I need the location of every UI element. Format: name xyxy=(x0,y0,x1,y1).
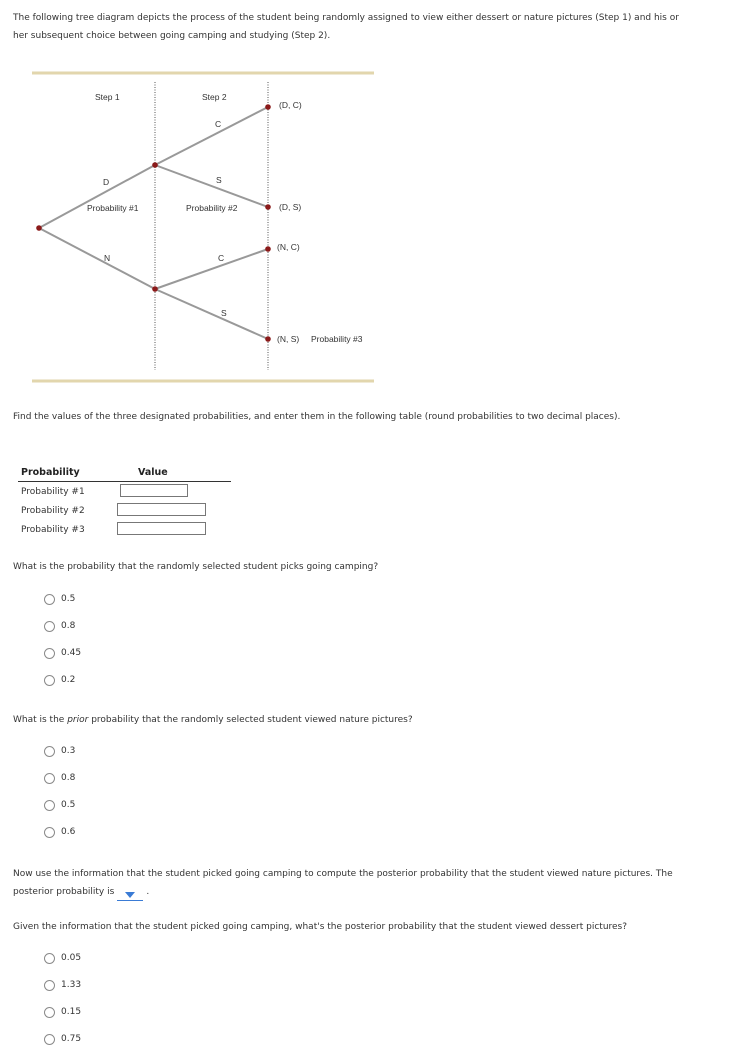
radio-button[interactable] xyxy=(44,953,55,964)
q4-option-3-label: 0.15 xyxy=(61,1007,82,1017)
table-row xyxy=(18,520,231,539)
probability-2-input[interactable] xyxy=(117,503,206,516)
q2-option-3[interactable] xyxy=(44,799,75,811)
radio-button[interactable] xyxy=(44,980,55,991)
header-value: Value xyxy=(138,467,168,478)
q3-line-1: Now use the information that the student picked going camping to compute the posterior probability that the student viewed nature pictures. The xyxy=(13,869,673,879)
branch-label-s-bottom: S xyxy=(221,308,227,318)
radio-button[interactable] xyxy=(44,773,55,784)
row-label-2: Probability #2 xyxy=(21,505,85,516)
radio-button[interactable] xyxy=(44,675,55,686)
branch-line-ds xyxy=(155,165,268,207)
q1-option-4-label: 0.2 xyxy=(61,675,76,685)
radio-button[interactable] xyxy=(44,621,55,632)
probability-3-input[interactable] xyxy=(117,522,206,535)
outcome-dc: (D, C) xyxy=(279,100,302,110)
probability-table xyxy=(18,464,231,539)
intro-line-2: her subsequent choice between going camping and studying (Step 2). xyxy=(13,31,331,41)
q3-paragraph xyxy=(13,865,703,901)
table-row xyxy=(18,482,231,502)
tree-diagram xyxy=(0,0,740,400)
q1-option-4[interactable] xyxy=(44,674,75,686)
node-d xyxy=(152,162,158,168)
q1-option-1-label: 0.5 xyxy=(61,594,76,604)
prob1-label: Probability #1 xyxy=(87,203,139,213)
q1-option-3[interactable] xyxy=(44,647,81,659)
q2-option-2[interactable] xyxy=(44,772,75,784)
q2-question xyxy=(13,715,413,725)
q2-option-1[interactable] xyxy=(44,745,75,757)
leaf-node-nc xyxy=(265,246,271,252)
branch-line-dc xyxy=(155,107,268,165)
prob2-label: Probability #2 xyxy=(186,203,238,213)
q1-option-1[interactable] xyxy=(44,593,75,605)
outcome-nc: (N, C) xyxy=(277,242,300,252)
root-node xyxy=(36,225,42,231)
table-row xyxy=(18,501,231,520)
q2-question-prefix: What is the xyxy=(13,715,68,725)
q1-option-3-label: 0.45 xyxy=(61,648,82,658)
radio-button[interactable] xyxy=(44,648,55,659)
leaf-node-ns xyxy=(265,336,271,342)
q3-line-2-suffix: . xyxy=(146,887,150,897)
table-instructions: Find the values of the three designated probabilities, and enter them in the following table (round probabilities to two decimal places). xyxy=(13,412,621,422)
q2-option-2-label: 0.8 xyxy=(61,773,76,783)
row-label-3: Probability #3 xyxy=(21,524,85,535)
leaf-node-dc xyxy=(265,104,271,110)
q4-option-3[interactable] xyxy=(44,1006,81,1018)
radio-button[interactable] xyxy=(44,1007,55,1018)
outcome-ns: (N, S) xyxy=(277,334,300,344)
step2-label: Step 2 xyxy=(202,92,227,102)
posterior-dropdown[interactable] xyxy=(117,891,143,901)
radio-button[interactable] xyxy=(44,827,55,838)
q4-option-2-label: 1.33 xyxy=(61,980,82,990)
q4-option-2[interactable] xyxy=(44,979,81,991)
branch-line-n xyxy=(39,228,155,289)
branch-label-s-top: S xyxy=(216,175,222,185)
q4-option-4-label: 0.75 xyxy=(61,1034,82,1044)
q3-line-2-prefix: posterior probability is xyxy=(13,887,115,897)
step1-label: Step 1 xyxy=(95,92,120,102)
radio-button[interactable] xyxy=(44,800,55,811)
q2-option-4[interactable] xyxy=(44,826,75,838)
q2-option-4-label: 0.6 xyxy=(61,827,76,837)
radio-button[interactable] xyxy=(44,594,55,605)
q2-question-suffix: probability that the randomly selected student viewed nature pictures? xyxy=(88,715,413,725)
radio-button[interactable] xyxy=(44,746,55,757)
radio-button[interactable] xyxy=(44,1034,55,1045)
row-label-1: Probability #1 xyxy=(21,486,85,497)
chevron-down-icon xyxy=(125,892,135,898)
branch-label-n: N xyxy=(104,253,111,263)
branch-line-ns xyxy=(155,289,268,339)
q3-line-2 xyxy=(13,883,703,901)
q2-question-emph: prior xyxy=(67,715,89,725)
branch-line-nc xyxy=(155,249,268,289)
q1-question: What is the probability that the randomly selected student picks going camping? xyxy=(13,562,379,572)
leaf-node-ds xyxy=(265,204,271,210)
q2-option-1-label: 0.3 xyxy=(61,746,76,756)
branch-label-c-top: C xyxy=(215,119,222,129)
branch-line-d xyxy=(39,165,155,228)
q1-option-2-label: 0.8 xyxy=(61,621,76,631)
q4-question: Given the information that the student picked going camping, what's the posterior probability that the student viewed dessert pictures? xyxy=(13,922,628,932)
q4-option-1-label: 0.05 xyxy=(61,953,82,963)
q4-option-1[interactable] xyxy=(44,952,81,964)
q1-option-2[interactable] xyxy=(44,620,75,632)
prob3-label: Probability #3 xyxy=(311,334,363,344)
branch-label-d: D xyxy=(103,177,110,187)
header-probability: Probability xyxy=(21,467,80,478)
q2-option-3-label: 0.5 xyxy=(61,800,76,810)
node-n xyxy=(152,286,158,292)
outcome-ds: (D, S) xyxy=(279,202,302,212)
branch-label-c-bottom: C xyxy=(218,253,225,263)
intro-line-1: The following tree diagram depicts the process of the student being randomly assigned to view either dessert or nature pictures (Step 1) and his or xyxy=(13,13,679,23)
q4-option-4[interactable] xyxy=(44,1033,81,1045)
probability-1-input[interactable] xyxy=(120,484,188,497)
